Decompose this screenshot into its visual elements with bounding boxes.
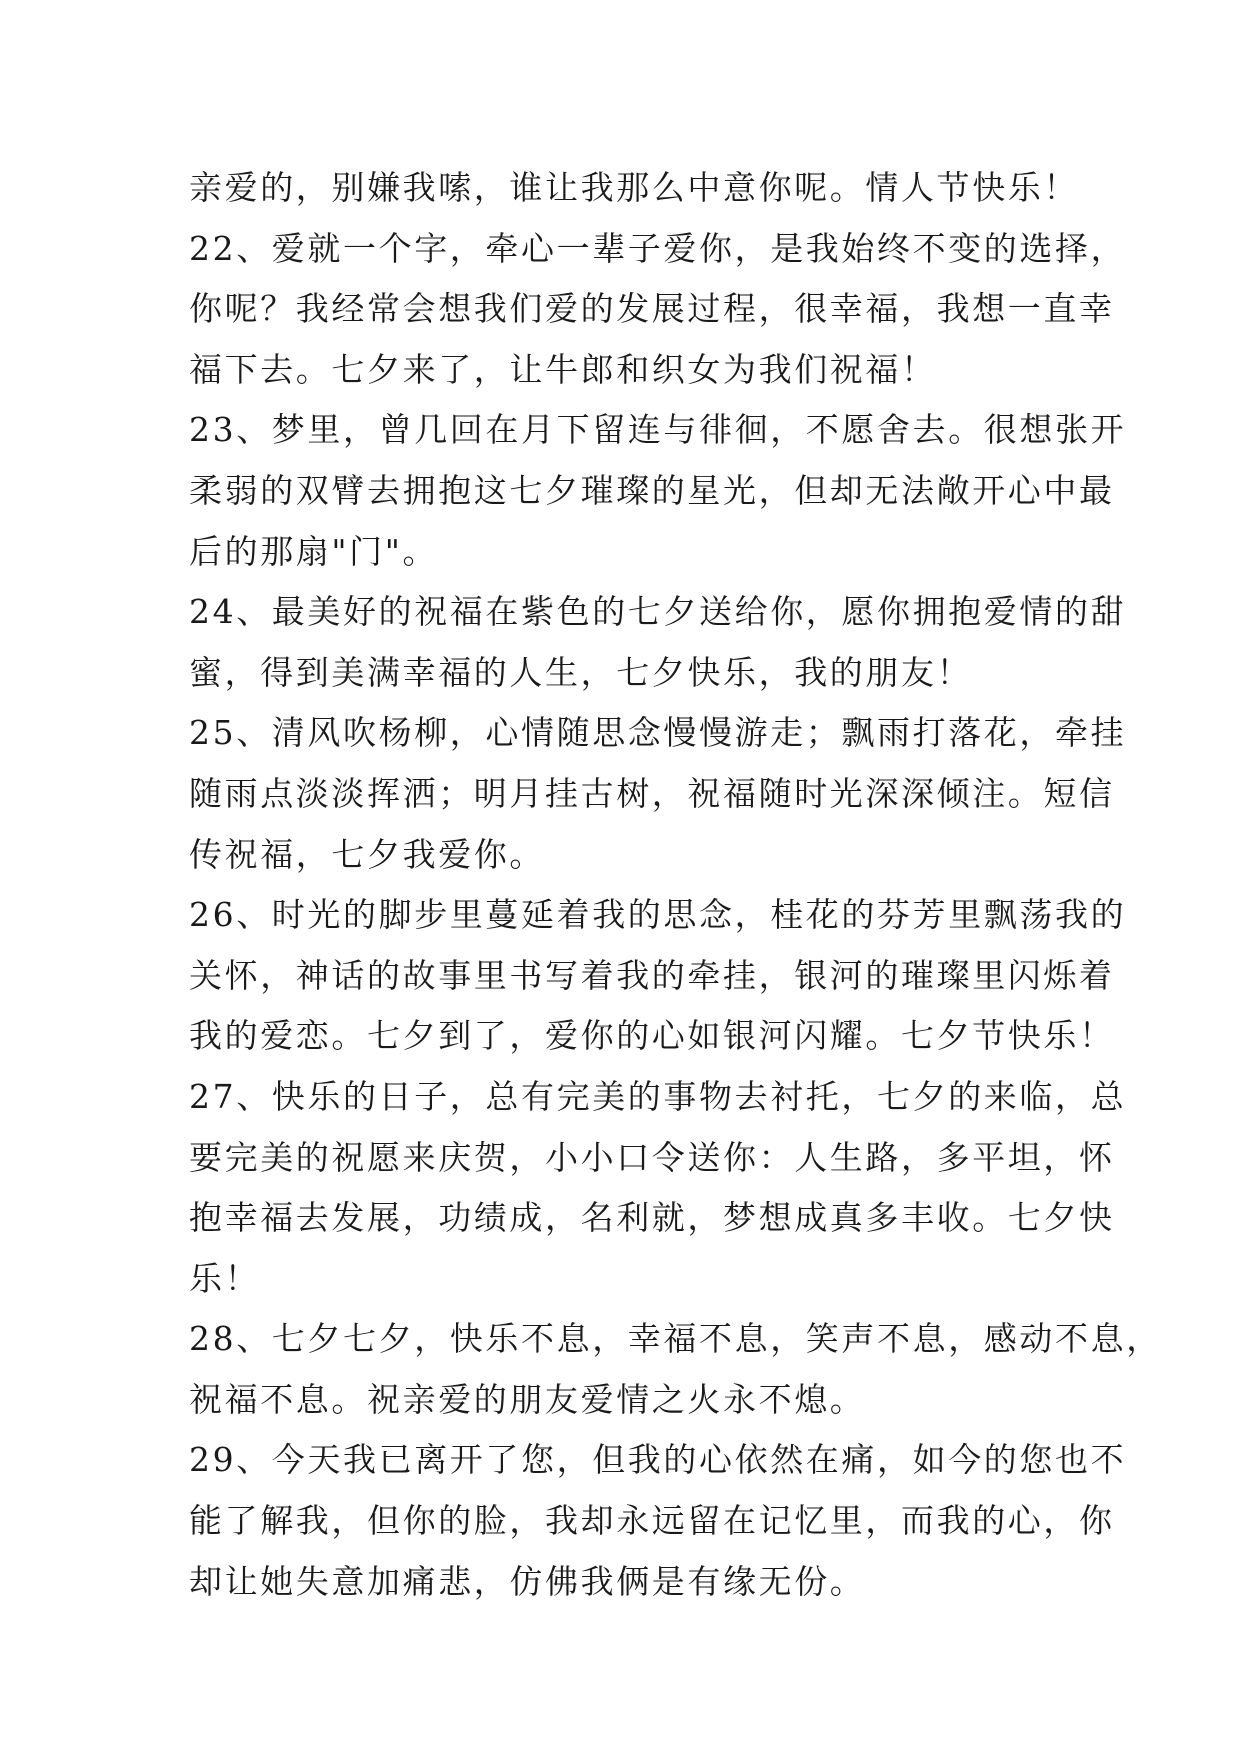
text-line: 祝福不息。祝亲爱的朋友爱情之火永不熄。 [189, 1379, 866, 1419]
text-line: 23、梦里，曾几回在月下留连与徘徊，不愿舍去。很想张开 [189, 410, 1127, 450]
text-line: 关怀，神话的故事里书写着我的牵挂，银河的璀璨里闪烁着 [189, 955, 1115, 995]
text-line: 后的那扇"门"。 [189, 531, 439, 571]
text-line: 随雨点淡淡挥洒；明月挂古树，祝福随时光深深倾注。短信 [189, 773, 1115, 813]
text-line: 福下去。七夕来了，让牛郎和织女为我们祝福！ [189, 349, 937, 389]
text-line: 你呢？我经常会想我们爱的发展过程，很幸福，我想一直幸 [189, 289, 1115, 329]
text-line: 25、清风吹杨柳，心情随思念慢慢游走；飘雨打落花，牵挂 [189, 713, 1127, 753]
document-body [189, 158, 1162, 1612]
text-line: 22、爱就一个字，牵心一辈子爱你，是我始终不变的选择， [189, 228, 1127, 268]
text-line: 蜜，得到美满幸福的人生，七夕快乐，我的朋友！ [189, 652, 973, 692]
text-line: 却让她失意加痛悲，仿佛我俩是有缘无份。 [189, 1561, 866, 1601]
text-line: 24、最美好的祝福在紫色的七夕送给你，愿你拥抱爱情的甜 [189, 592, 1127, 632]
text-line: 柔弱的双臂去拥抱这七夕璀璨的星光，但却无法敞开心中最 [189, 470, 1115, 510]
text-line: 抱幸福去发展，功绩成，名利就，梦想成真多丰收。七夕快 [189, 1198, 1115, 1238]
text-line: 传祝福，七夕我爱你。 [189, 834, 545, 874]
text-line: 27、快乐的日子，总有完美的事物去衬托，七夕的来临，总 [189, 1076, 1127, 1116]
text-line: 26、时光的脚步里蔓延着我的思念，桂花的芬芳里飘荡我的 [189, 895, 1127, 935]
text-line: 28、七夕七夕，快乐不息，幸福不息，笑声不息，感动不息， [189, 1319, 1162, 1359]
text-line: 我的爱恋。七夕到了，爱你的心如银河闪耀。七夕节快乐！ [189, 1016, 1115, 1056]
text-line: 亲爱的，别嫌我嗦，谁让我那么中意你呢。情人节快乐！ [189, 168, 1079, 207]
text-line: 能了解我，但你的脸，我却永远留在记忆里，而我的心，你 [189, 1501, 1115, 1541]
text-line: 要完美的祝愿来庆贺，小小口令送你：人生路，多平坦，怀 [189, 1137, 1115, 1177]
text-line: 29、今天我已离开了您，但我的心依然在痛，如今的您也不 [189, 1440, 1127, 1480]
text-line: 乐！ [189, 1258, 261, 1298]
